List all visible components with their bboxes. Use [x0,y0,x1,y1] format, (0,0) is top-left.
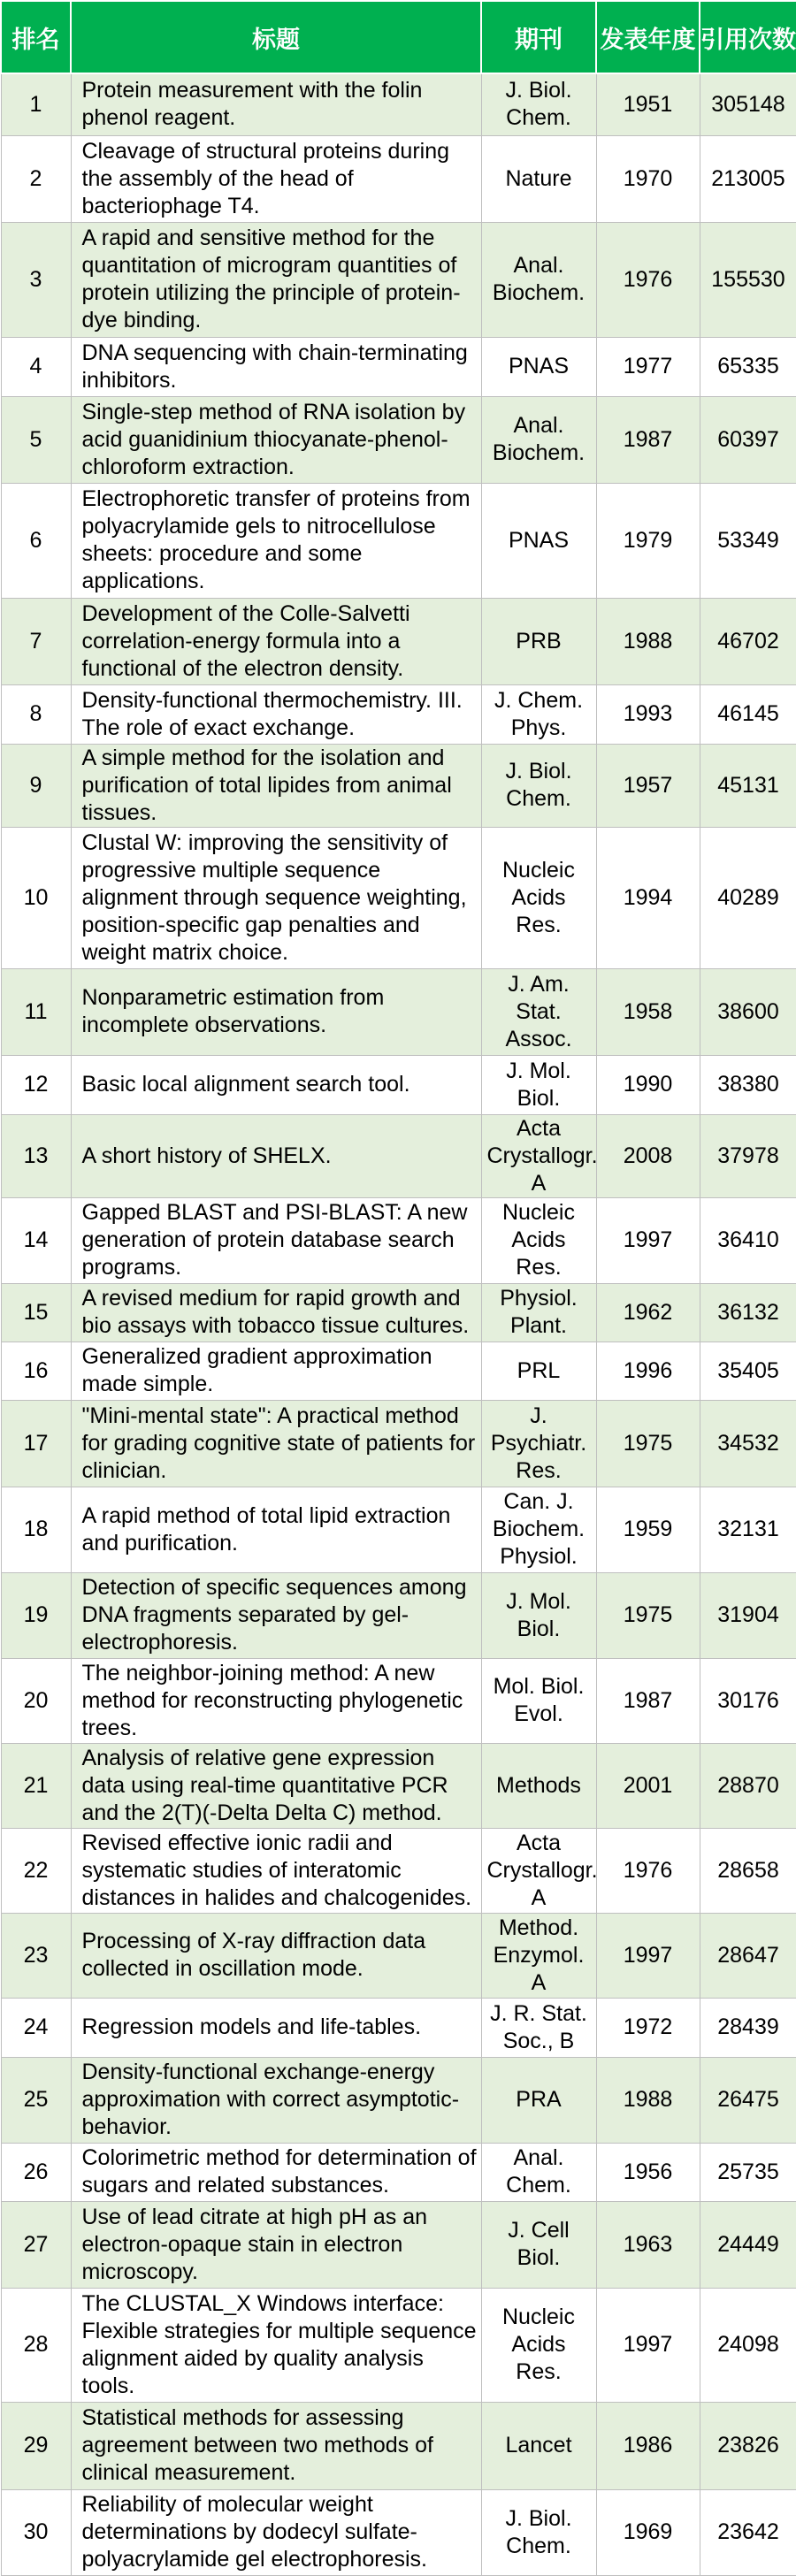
cell-rank: 18 [1,1487,71,1572]
cell-citations: 24098 [700,2288,796,2402]
cell-citations: 25735 [700,2143,796,2201]
table-row [1,598,796,684]
cell-rank: 1 [1,73,71,135]
cell-citations: 32131 [700,1487,796,1572]
cell-journal: J. Biol. Chem. [481,2489,596,2575]
cell-citations: 34532 [700,1400,796,1487]
table-row [1,2489,796,2575]
cell-citations: 60397 [700,396,796,483]
cell-citations: 305148 [700,73,796,135]
cell-citations: 213005 [700,135,796,222]
table-row [1,744,796,827]
cell-citations: 40289 [700,827,796,968]
cell-rank: 26 [1,2143,71,2201]
cell-year: 2001 [596,1743,700,1828]
cell-rank: 5 [1,396,71,483]
cell-citations: 31904 [700,1572,796,1658]
cell-year: 1951 [596,73,700,135]
table-row [1,1342,796,1400]
cell-title: A rapid and sensitive method for the quantitation of microgram quantities of protein utilizing the principle of protein-dye binding. [71,222,481,337]
cell-year: 1997 [596,1197,700,1283]
table-row [1,1400,796,1487]
table-row [1,73,796,135]
cell-title: Reliability of molecular weight determinations by dodecyl sulfate-polyacrylamide gel electrophoresis. [71,2489,481,2575]
cell-journal: J. Biol. Chem. [481,73,596,135]
cell-rank: 22 [1,1828,71,1913]
table-row [1,1658,796,1743]
header-journal: 期刊 [481,1,596,73]
cell-rank: 29 [1,2402,71,2489]
cell-rank: 27 [1,2201,71,2288]
cell-citations: 37978 [700,1114,796,1197]
cell-year: 1976 [596,1828,700,1913]
table-row [1,2288,796,2402]
header-year: 发表年度 [596,1,700,73]
cell-title: Processing of X-ray diffraction data collected in oscillation mode. [71,1913,481,1998]
table-row [1,135,796,222]
cell-title: Regression models and life-tables. [71,1998,481,2057]
cell-rank: 12 [1,1055,71,1114]
cell-citations: 46145 [700,684,796,744]
cell-journal: J. R. Stat. Soc., B [481,1998,596,2057]
header-citations: 引用次数 [700,1,796,73]
cell-title: A revised medium for rapid growth and bio assays with tobacco tissue cultures. [71,1283,481,1342]
cell-year: 1975 [596,1400,700,1487]
cell-title: Colorimetric method for determination of sugars and related substances. [71,2143,481,2201]
cell-rank: 4 [1,337,71,396]
cell-year: 1993 [596,684,700,744]
header-row [1,1,796,73]
table-row [1,337,796,396]
cell-journal: PRA [481,2057,596,2143]
cell-year: 1979 [596,483,700,598]
cell-rank: 8 [1,684,71,744]
cell-journal: Methods [481,1743,596,1828]
cell-year: 1959 [596,1487,700,1572]
cell-year: 1975 [596,1572,700,1658]
cell-journal: Nucleic Acids Res. [481,827,596,968]
cell-citations: 38380 [700,1055,796,1114]
cell-year: 1976 [596,222,700,337]
cell-citations: 26475 [700,2057,796,2143]
cell-year: 1957 [596,744,700,827]
cell-rank: 7 [1,598,71,684]
cell-title: Cleavage of structural proteins during the assembly of the head of bacteriophage T4. [71,135,481,222]
table-row [1,1998,796,2057]
cell-citations: 30176 [700,1658,796,1743]
cell-rank: 28 [1,2288,71,2402]
cell-journal: Lancet [481,2402,596,2489]
cell-citations: 36132 [700,1283,796,1342]
cell-year: 1994 [596,827,700,968]
cell-rank: 14 [1,1197,71,1283]
cell-year: 1962 [596,1283,700,1342]
cell-citations: 65335 [700,337,796,396]
cell-citations: 35405 [700,1342,796,1400]
table-row [1,1487,796,1572]
table-row [1,1114,796,1197]
cell-rank: 19 [1,1572,71,1658]
table-row [1,2143,796,2201]
cell-journal: Method. Enzymol. A [481,1913,596,1998]
cell-rank: 17 [1,1400,71,1487]
cell-journal: Can. J. Biochem. Physiol. [481,1487,596,1572]
cell-year: 1990 [596,1055,700,1114]
cell-journal: Acta Crystallogr. A [481,1828,596,1913]
cell-title: Use of lead citrate at high pH as an electron-opaque stain in electron microscopy. [71,2201,481,2288]
cell-journal: Anal. Biochem. [481,222,596,337]
cell-title: The neighbor-joining method: A new method for reconstructing phylogenetic trees. [71,1658,481,1743]
cell-rank: 6 [1,483,71,598]
cell-rank: 30 [1,2489,71,2575]
cell-rank: 3 [1,222,71,337]
cell-rank: 24 [1,1998,71,2057]
cell-journal: PRB [481,598,596,684]
table-row [1,1828,796,1913]
cell-year: 1977 [596,337,700,396]
cell-journal: Anal. Biochem. [481,396,596,483]
cell-year: 1988 [596,2057,700,2143]
header-rank: 排名 [1,1,71,73]
cell-title: Statistical methods for assessing agreement between two methods of clinical measurement. [71,2402,481,2489]
cell-title: Electrophoretic transfer of proteins from polyacrylamide gels to nitrocellulose sheets: procedure and some applications. [71,483,481,598]
cell-title: A short history of SHELX. [71,1114,481,1197]
table-row [1,2402,796,2489]
cell-journal: J. Mol. Biol. [481,1572,596,1658]
cell-rank: 2 [1,135,71,222]
table-row [1,827,796,968]
cell-citations: 23826 [700,2402,796,2489]
cell-citations: 23642 [700,2489,796,2575]
table-row [1,1197,796,1283]
cell-citations: 38600 [700,968,796,1055]
cell-rank: 23 [1,1913,71,1998]
table-row [1,1572,796,1658]
cell-year: 2008 [596,1114,700,1197]
cell-journal: PNAS [481,483,596,598]
cell-journal: PRL [481,1342,596,1400]
cell-journal: Nature [481,135,596,222]
cell-year: 1997 [596,1913,700,1998]
cell-journal: J. Psychiatr. Res. [481,1400,596,1487]
cell-citations: 28658 [700,1828,796,1913]
cell-citations: 28647 [700,1913,796,1998]
table-row [1,968,796,1055]
table-row [1,1283,796,1342]
cell-rank: 15 [1,1283,71,1342]
cell-title: A simple method for the isolation and purification of total lipides from animal tissues. [71,744,481,827]
cell-citations: 28870 [700,1743,796,1828]
cell-journal: Nucleic Acids Res. [481,1197,596,1283]
cell-title: The CLUSTAL_X Windows interface: Flexible strategies for multiple sequence alignment aided by quality analysis tools. [71,2288,481,2402]
cell-title: Development of the Colle-Salvetti correlation-energy formula into a functional of the electron density. [71,598,481,684]
cell-year: 1986 [596,2402,700,2489]
cell-year: 1963 [596,2201,700,2288]
cell-journal: Acta Crystallogr. A [481,1114,596,1197]
cell-journal: J. Am. Stat. Assoc. [481,968,596,1055]
table-row [1,222,796,337]
cell-rank: 21 [1,1743,71,1828]
cell-citations: 53349 [700,483,796,598]
cell-rank: 25 [1,2057,71,2143]
cell-title: A rapid method of total lipid extraction and purification. [71,1487,481,1572]
cell-journal: PNAS [481,337,596,396]
cell-journal: Physiol. Plant. [481,1283,596,1342]
cell-title: Density-functional thermochemistry. III. The role of exact exchange. [71,684,481,744]
cell-title: Analysis of relative gene expression data using real-time quantitative PCR and the 2(T)(-Delta Delta C) method. [71,1743,481,1828]
cell-year: 1958 [596,968,700,1055]
cell-journal: J. Cell Biol. [481,2201,596,2288]
cell-journal: J. Chem. Phys. [481,684,596,744]
table-row [1,1055,796,1114]
cell-journal: Nucleic Acids Res. [481,2288,596,2402]
header-title: 标题 [71,1,481,73]
cell-title: Clustal W: improving the sensitivity of progressive multiple sequence alignment through sequence weighting, position-specific gap penalties and weight matrix choice. [71,827,481,968]
cell-title: Protein measurement with the folin phenol reagent. [71,73,481,135]
table-row [1,684,796,744]
cell-title: Basic local alignment search tool. [71,1055,481,1114]
table-row [1,2201,796,2288]
cell-journal: J. Mol. Biol. [481,1055,596,1114]
cell-title: Single-step method of RNA isolation by acid guanidinium thiocyanate-phenol-chloroform extraction. [71,396,481,483]
cell-title: Nonparametric estimation from incomplete observations. [71,968,481,1055]
cell-year: 1970 [596,135,700,222]
cell-title: Generalized gradient approximation made simple. [71,1342,481,1400]
cell-citations: 45131 [700,744,796,827]
cell-title: Revised effective ionic radii and systematic studies of interatomic distances in halides and chalcogenides. [71,1828,481,1913]
cell-year: 1972 [596,1998,700,2057]
table-body [1,73,796,2575]
cell-year: 1997 [596,2288,700,2402]
cell-title: DNA sequencing with chain-terminating inhibitors. [71,337,481,396]
cell-title: "Mini-mental state": A practical method for grading cognitive state of patients for clinician. [71,1400,481,1487]
cell-citations: 46702 [700,598,796,684]
table-row [1,396,796,483]
cell-year: 1987 [596,396,700,483]
cell-title: Density-functional exchange-energy approximation with correct asymptotic-behavior. [71,2057,481,2143]
cell-rank: 16 [1,1342,71,1400]
cell-citations: 24449 [700,2201,796,2288]
cell-citations: 28439 [700,1998,796,2057]
cell-citations: 36410 [700,1197,796,1283]
cell-rank: 10 [1,827,71,968]
table-row [1,1913,796,1998]
cell-year: 1969 [596,2489,700,2575]
table-row [1,483,796,598]
cell-rank: 13 [1,1114,71,1197]
table-row [1,1743,796,1828]
cell-title: Detection of specific sequences among DNA fragments separated by gel-electrophoresis. [71,1572,481,1658]
cell-journal: Anal. Chem. [481,2143,596,2201]
cell-year: 1956 [596,2143,700,2201]
cell-rank: 9 [1,744,71,827]
cell-citations: 155530 [700,222,796,337]
table-row [1,2057,796,2143]
cell-title: Gapped BLAST and PSI-BLAST: A new generation of protein database search programs. [71,1197,481,1283]
cell-journal: J. Biol. Chem. [481,744,596,827]
cell-rank: 11 [1,968,71,1055]
cell-year: 1996 [596,1342,700,1400]
cell-year: 1988 [596,598,700,684]
cell-journal: Mol. Biol. Evol. [481,1658,596,1743]
cell-year: 1987 [596,1658,700,1743]
cell-rank: 20 [1,1658,71,1743]
